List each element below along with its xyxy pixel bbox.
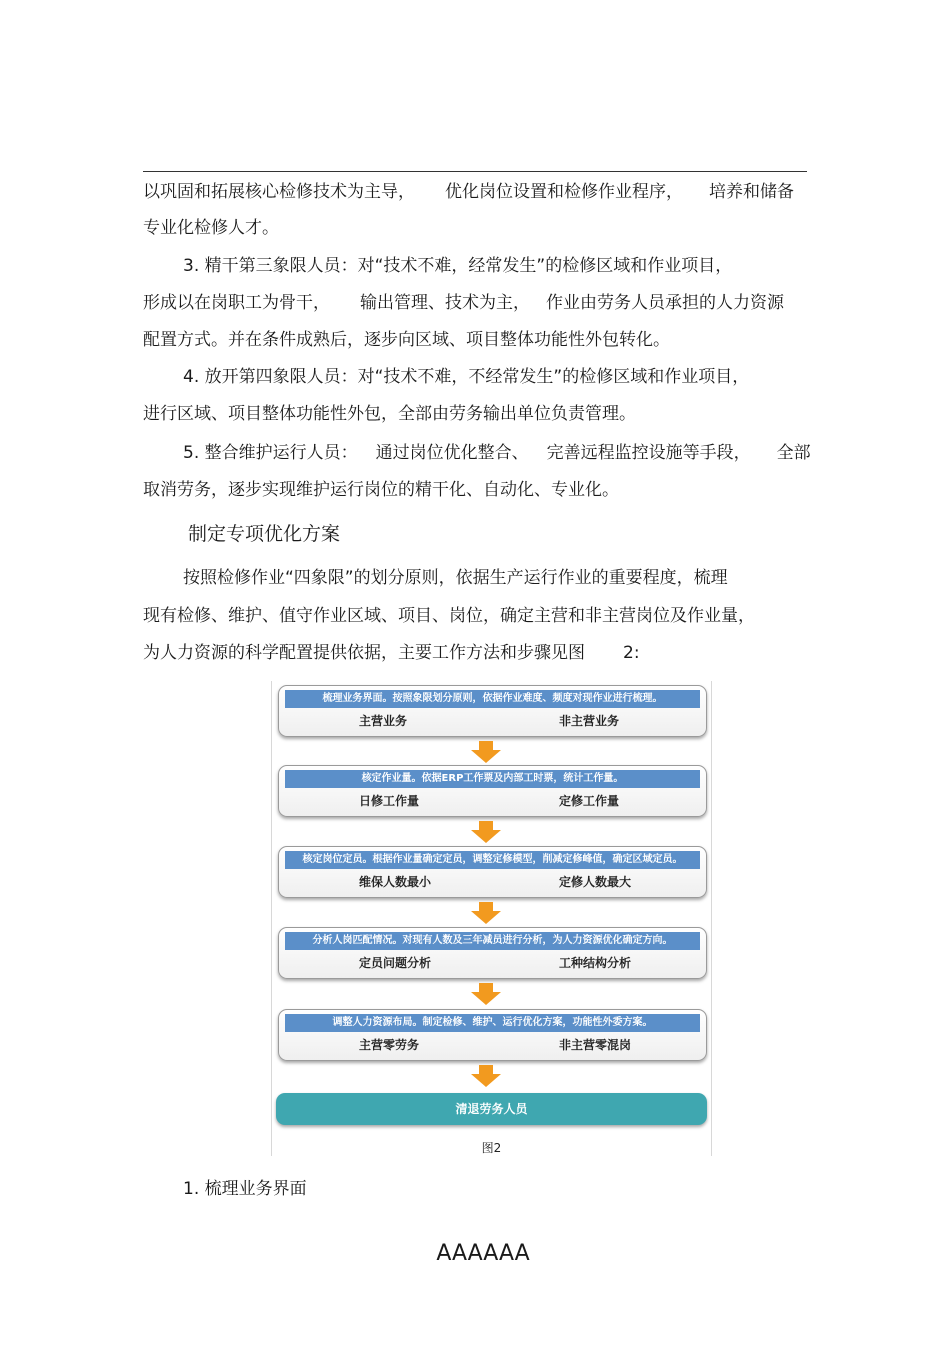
- paragraph-line: [143, 181, 813, 203]
- flow-step-right-label: 工种结构分析: [559, 956, 632, 970]
- down-arrow-icon: [471, 741, 501, 763]
- flowchart-figure: [271, 681, 712, 1156]
- down-arrow-icon: [471, 902, 501, 924]
- flow-step-right-label: 非主营业务: [559, 714, 620, 728]
- figure-caption: 图2: [481, 1141, 502, 1155]
- paragraph-line: 取消劳务，逐步实现维护运行岗位的精干化、自动化、专业化。: [143, 480, 619, 500]
- list-item-5: [183, 442, 853, 464]
- flow-step: [278, 1009, 707, 1061]
- text-segment: 为人力资源的科学配置提供依据，主要工作方法和步骤见图: [143, 643, 585, 663]
- paragraph-line: 进行区域、项目整体功能性外包，全部由劳务输出单位负责管理。: [143, 404, 636, 424]
- text-segment: 全部: [776, 443, 811, 463]
- down-arrow-icon: [471, 983, 501, 1005]
- text-segment: 通过岗位优化整合、: [375, 443, 529, 463]
- list-item-3: 3. 精干第三象限人员：对“技术不难，经常发生”的检修区域和作业项目，: [183, 256, 733, 276]
- text-segment: 培养和储备: [709, 182, 794, 202]
- text-segment: 作业由劳务人员承担的人力资源: [546, 293, 784, 313]
- subsection-heading: 1. 梳理业务界面: [183, 1179, 307, 1199]
- paragraph-line: [143, 292, 813, 314]
- footer-text: AAAAAA: [436, 1241, 530, 1266]
- text-segment: 形成以在岗职工为骨干，: [143, 293, 330, 313]
- text-segment: 输出管理、技术为主，: [360, 293, 530, 313]
- flow-step-left-label: 主营业务: [359, 714, 408, 728]
- text-segment: 优化岗位设置和检修作业程序，: [445, 182, 683, 202]
- flow-step: [278, 765, 707, 817]
- paragraph-line: 按照检修作业“四象限”的划分原则，依据生产运行作业的重要程度，梳理: [183, 568, 728, 588]
- flow-step: [278, 927, 707, 979]
- paragraph-line: 现有检修、维护、值守作业区域、项目、岗位，确定主营和非主营岗位及作业量，: [143, 606, 755, 626]
- flow-step-header: 调整人力资源布局。制定检修、维护、运行优化方案，功能性外委方案。: [285, 1014, 700, 1032]
- flow-step-left-label: 维保人数最小: [359, 875, 432, 889]
- header-rule: [143, 171, 807, 172]
- paragraph-line: 配置方式。并在条件成熟后，逐步向区域、项目整体功能性外包转化。: [143, 330, 670, 350]
- text-segment: 2:: [623, 643, 640, 663]
- flow-step-header: 梳理业务界面。按照象限划分原则，依据作业难度、频度对现作业进行梳理。: [285, 690, 700, 708]
- flow-step-right-label: 定修工作量: [559, 794, 620, 808]
- flow-step-right-label: 非主营零混岗: [559, 1038, 632, 1052]
- final-step: 清退劳务人员: [276, 1093, 707, 1125]
- flow-step-left-label: 主营零劳务: [359, 1038, 420, 1052]
- flow-step: [278, 685, 707, 737]
- text-segment: 以巩固和拓展核心检修技术为主导，: [143, 182, 415, 202]
- list-item-4: 4. 放开第四象限人员：对“技术不难，不经常发生”的检修区域和作业项目，: [183, 367, 750, 387]
- paragraph-line: 专业化检修人才。: [143, 218, 279, 238]
- down-arrow-icon: [471, 821, 501, 843]
- flow-step-header: 分析人岗匹配情况。对现有人数及三年减员进行分析，为人力资源优化确定方向。: [285, 932, 700, 950]
- paragraph-line: [143, 642, 813, 664]
- flow-step: [278, 846, 707, 898]
- flow-step-right-label: 定修人数最大: [559, 875, 632, 889]
- section-heading: 制定专项优化方案: [188, 523, 341, 545]
- text-segment: 完善远程监控设施等手段，: [546, 443, 751, 463]
- flow-step-left-label: 定员问题分析: [359, 956, 432, 970]
- down-arrow-icon: [471, 1065, 501, 1087]
- text-segment: 5. 整合维护运行人员：: [183, 443, 358, 463]
- flow-step-header: 核定作业量。依据ERP工作票及内部工时票，统计工作量。: [285, 770, 700, 788]
- flow-step-header: 核定岗位定员。根据作业量确定定员，调整定修模型，削减定修峰值，确定区域定员。: [285, 851, 700, 869]
- flow-step-left-label: 日修工作量: [359, 794, 420, 808]
